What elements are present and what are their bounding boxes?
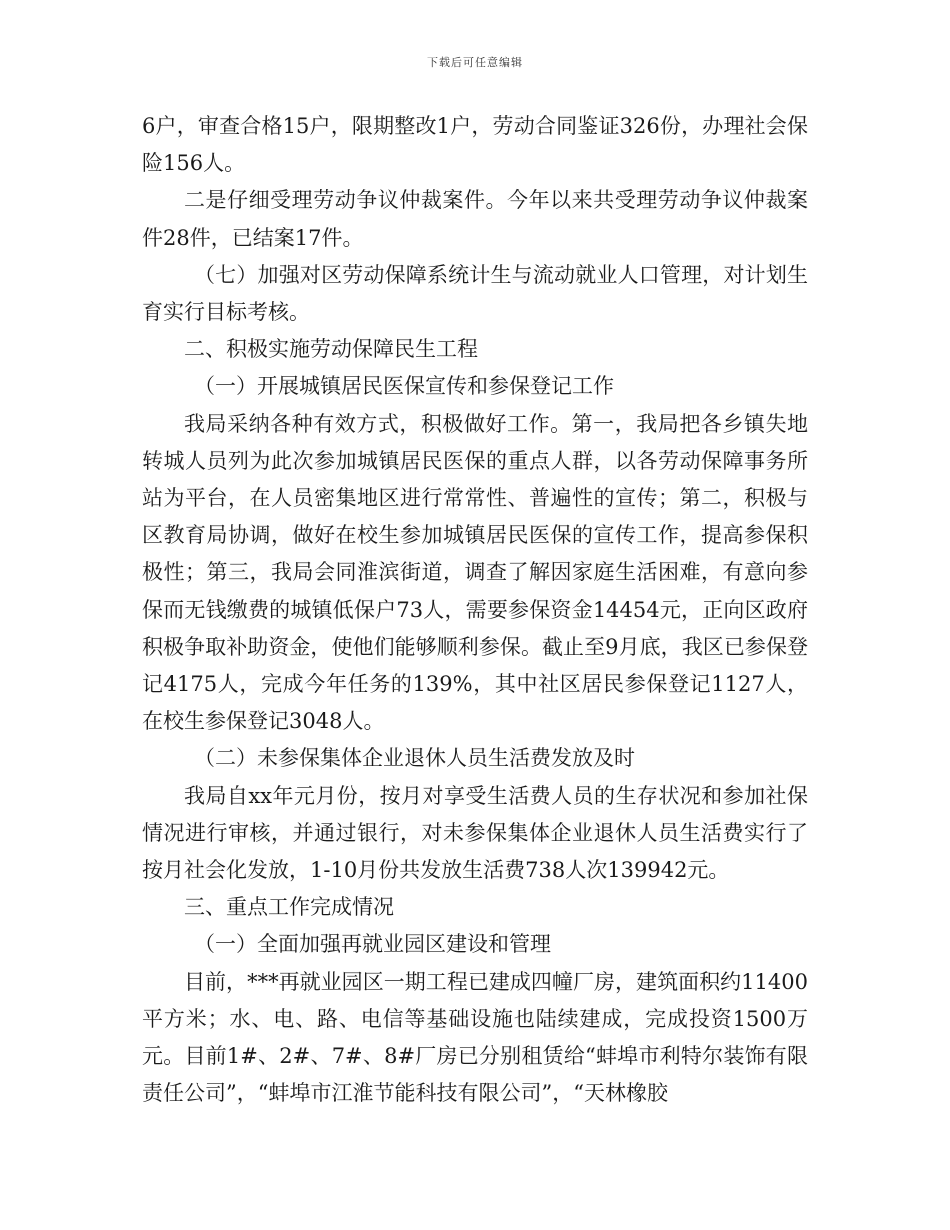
paragraph-1: 6户，审查合格15户，限期整改1户，劳动合同鉴证326份，办理社会保险156人。 (142, 114, 808, 176)
subsection-heading-2-2: （二）未参保集体企业退休人员生活费发放及时 (194, 746, 635, 771)
paragraph-6: 我局采纳各种有效方式，积极做好工作。第一，我局把各乡镇失地转城人员列为此次参加城镇居民医保的重点人群，以各劳动保障事务所站为平台，在人员密集地区进行常常性、普遍性的宣传；第二，积极与区教育局协调，做好在校生参加城镇居民医保的宣传工作，提高参保积极性；第三，我局会同淮滨街道，调查了解因家庭生活困难，有意向参保而无钱缴费的城镇低保户73人，需要参保资金14454元，正向区政府积极争取补助资金，使他们能够顺利参保。截止至9月底，我区已参保登记4175人，完成今年任务的139%，其中社区居民参保登记1127人，在校生参保登记3048人。 (142, 411, 808, 734)
subsection-heading-3-1: （一）全面加强再就业园区建设和管理 (194, 932, 551, 957)
page-header: 下载后可任意编辑 (427, 56, 523, 69)
document-body (142, 108, 808, 1112)
paragraph-8: 我局自xx年元月份，按月对享受生活费人员的生存状况和参加社保情况进行审核，并通过银行，对未参保集体企业退休人员生活费实行了按月社会化发放，1-10月份共发放生活费738人次139942元。 (142, 783, 808, 883)
paragraph-11: 目前，***再就业园区一期工程已建成四幢厂房，建筑面积约11400平方米；水、电、路、电信等基础设施也陆续建成，完成投资1500万元。目前1#、2#、7#、8#厂房已分别租赁给“蚌埠市利特尔装饰有限责任公司”，“蚌埠市江淮节能科技有限公司”，“天林橡胶 (142, 969, 808, 1106)
paragraph-2: 二是仔细受理劳动争议仲裁案件。今年以来共受理劳动争议仲裁案件28件，已结案17件。 (142, 188, 808, 250)
section-heading-3: 三、重点工作完成情况 (184, 895, 394, 920)
section-heading-2: 二、积极实施劳动保障民生工程 (184, 337, 478, 362)
paragraph-3: （七）加强对区劳动保障系统计生与流动就业人口管理，对计划生育实行目标考核。 (142, 262, 808, 325)
subsection-heading-2-1: （一）开展城镇居民医保宣传和参保登记工作 (194, 374, 614, 399)
